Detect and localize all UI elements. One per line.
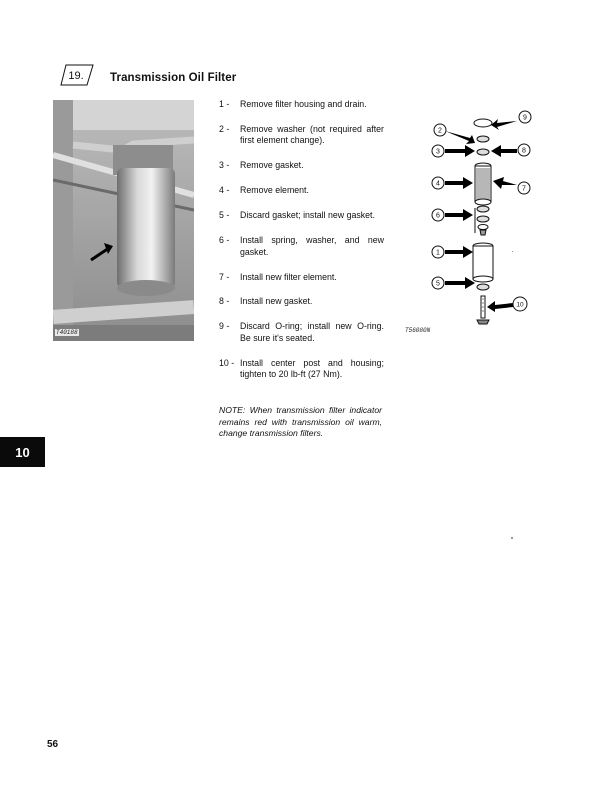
step-item: 5 - Discard gasket; install new gasket. [219,210,375,221]
exploded-parts-diagram [425,105,535,330]
callout-2 [434,124,446,136]
callout-10 [513,297,527,311]
filter-photo [53,100,194,341]
filter-housing-part [473,243,493,282]
filter-element-part [475,163,491,205]
svg-text:2: 2 [438,127,442,135]
svg-text:3: 3 [436,148,440,156]
step-item: 6 - Install spring, washer, and new gasket. [219,235,384,257]
washer-part [477,136,489,142]
step-item: 1 - Remove filter housing and drain. [219,99,367,109]
photo-code: T40188 [56,329,78,336]
o-ring-part [474,119,492,127]
step-item: 7 - Install new filter element. [219,271,337,282]
scan-speck [512,251,513,252]
callout-4 [432,177,444,189]
section-title: Transmission Oil Filter [110,72,237,84]
svg-text:9: 9 [523,114,527,122]
section-number-badge [60,63,94,87]
section-number: 19. [68,70,84,82]
diagram-code: T56080N [405,327,431,334]
note-text: NOTE: When transmission filter indicator remains red with transmission oil warm, change transmission filters. [219,405,382,438]
callout-3 [432,145,444,157]
svg-text:6: 6 [436,212,440,220]
step-item: 10 - Install center post and housing; tighten to 20 lb-ft (27 Nm). [219,357,384,380]
gasket-part [477,149,489,155]
instruction-steps [219,99,384,394]
callout-8 [518,144,530,156]
callout-9 [519,111,531,123]
page-number: 56 [47,739,59,750]
callout-5 [432,277,444,289]
center-post-part [477,296,489,324]
step-item: 9 - Discard O-ring; install new O-ring. Be sure it's seated. [219,321,384,343]
chapter-tab: 10 [0,437,45,467]
callout-7 [518,182,530,194]
svg-text:4: 4 [436,180,440,188]
scan-speck [511,537,513,539]
step-item: 4 - Remove element. [219,185,309,196]
svg-text:8: 8 [522,147,526,155]
svg-text:1: 1 [436,249,440,257]
step-item: 3 - Remove gasket. [219,160,304,171]
svg-text:7: 7 [522,185,526,193]
callout-6 [432,209,444,221]
step-item: 2 - Remove washer (not required after first element change). [219,123,384,146]
svg-text:5: 5 [436,280,440,288]
step-item: 8 - Install new gasket. [219,296,313,307]
callout-1 [432,246,444,258]
svg-text:10: 10 [516,301,524,309]
